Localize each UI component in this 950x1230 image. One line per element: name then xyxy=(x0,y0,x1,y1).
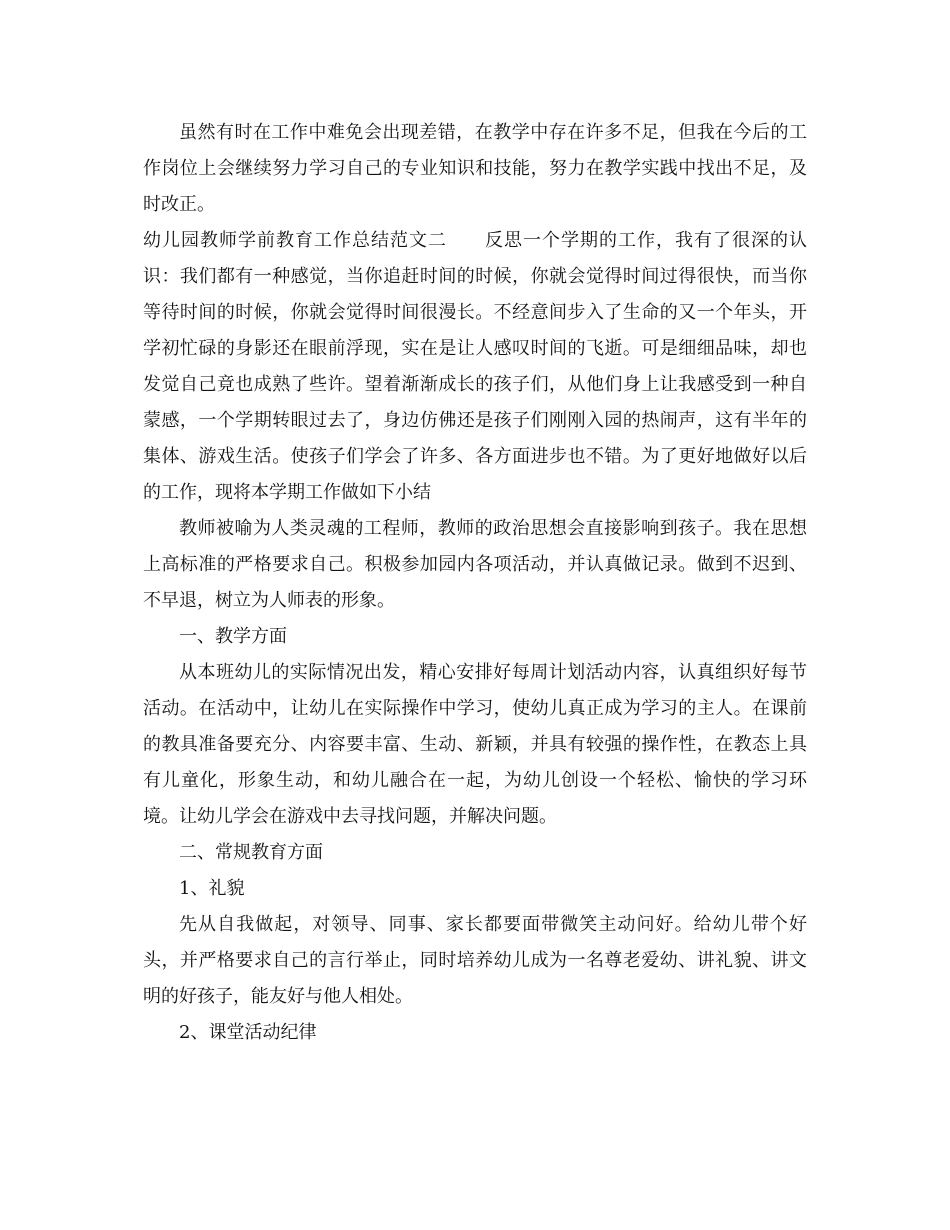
document-body xyxy=(143,115,807,1051)
section-heading-teaching: 一、教学方面 xyxy=(179,626,287,647)
subheading-manners: 1、礼貌 xyxy=(179,878,245,899)
paragraph-closing-remarks: 虽然有时在工作中难免会出现差错，在教学中存在许多不足，但我在今后的工作岗位上会继续努力学习自己的专业知识和技能，努力在教学实践中找出不足，及时改正。 xyxy=(143,122,807,215)
paragraph-teaching: 从本班幼儿的实际情况出发，精心安排好每周计划活动内容，认真组织好每节活动。在活动中，让幼儿在实际操作中学习，使幼儿真正成为学习的主人。在课前的教具准备要充分、内容要丰富、生动、新颖，并具有较强的操作性，在教态上具有儿童化，形象生动，和幼儿融合在一起，为幼儿创设一个轻松、愉快的学习环境。让幼儿学会在游戏中去寻找问题，并解决问题。 xyxy=(143,662,807,827)
paragraph-manners: 先从自我做起，对领导、同事、家长都要面带微笑主动问好。给幼儿带个好头，并严格要求自己的言行举止，同时培养幼儿成为一名尊老爱幼、讲礼貌、讲文明的好孩子，能友好与他人相处。 xyxy=(143,914,807,1007)
paragraph-political-thought: 教师被喻为人类灵魂的工程师，教师的政治思想会直接影响到孩子。我在思想上高标准的严格要求自己。积极参加园内各项活动，并认真做记录。做到不迟到、不早退，树立为人师表的形象。 xyxy=(143,518,807,611)
paragraph-title-and-intro: 幼儿园教师学前教育工作总结范文二 反思一个学期的工作，我有了很深的认识：我们都有一种感觉，当你追赶时间的时候，你就会觉得时间过得很快，而当你等待时间的时候，你就会觉得时间很漫长。不经意间步入了生命的又一个年头，开学初忙碌的身影还在眼前浮现，实在是让人感叹时间的飞逝。可是细细品味，却也发觉自己竟也成熟了些许。望着渐渐成长的孩子们，从他们身上让我感受到一种自蒙感，一个学期转眼过去了，身边仿佛还是孩子们刚刚入园的热闹声，这有半年的集体、游戏生活。使孩子们学会了许多、各方面进步也不错。为了更好地做好以后的工作，现将本学期工作做如下小结 xyxy=(143,230,807,503)
section-heading-routine-education: 二、常规教育方面 xyxy=(179,842,323,863)
subheading-classroom-discipline: 2、课堂活动纪律 xyxy=(179,1022,317,1043)
